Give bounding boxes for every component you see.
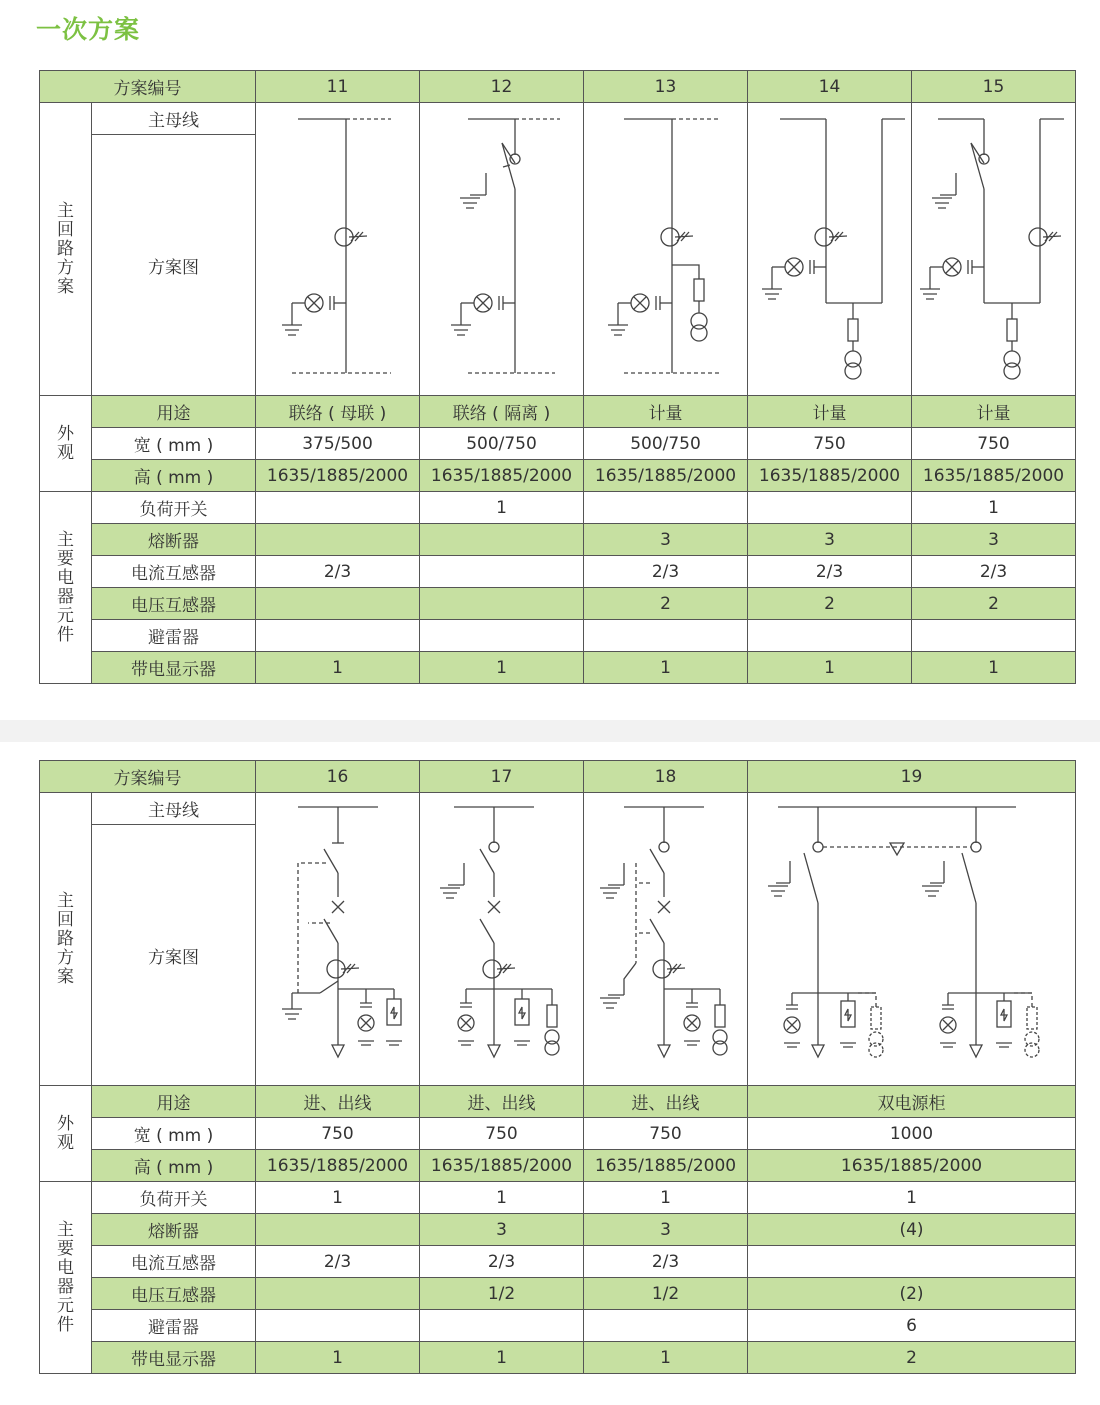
indicator-value: 1 xyxy=(584,1342,748,1374)
pt-value: (2) xyxy=(748,1278,1076,1310)
width-value: 750 xyxy=(584,1118,748,1150)
purpose-value: 进、出线 xyxy=(256,1086,420,1118)
scheme-no-label: 方案编号 xyxy=(40,71,256,103)
height-value: 1635/1885/2000 xyxy=(748,460,912,492)
scheme-no: 15 xyxy=(912,71,1076,103)
fuse-label: 熔断器 xyxy=(92,1214,256,1246)
main-bus-label: 主母线 xyxy=(92,793,256,825)
scheme-diagram-19 xyxy=(748,793,1076,1086)
purpose-value: 计量 xyxy=(912,396,1076,428)
group-appearance: 外观 xyxy=(40,1086,92,1182)
scheme-no: 19 xyxy=(748,761,1076,793)
purpose-value: 计量 xyxy=(748,396,912,428)
ct-value xyxy=(420,556,584,588)
scheme-table-1 xyxy=(39,70,1076,684)
pt-value: 2 xyxy=(912,588,1076,620)
width-value: 750 xyxy=(420,1118,584,1150)
load-switch-value xyxy=(256,492,420,524)
arrester-value xyxy=(748,620,912,652)
scheme-no: 16 xyxy=(256,761,420,793)
height-value: 1635/1885/2000 xyxy=(256,460,420,492)
width-value: 750 xyxy=(912,428,1076,460)
ct-value: 2/3 xyxy=(420,1246,584,1278)
ct-label: 电流互感器 xyxy=(92,556,256,588)
load-switch-value: 1 xyxy=(420,492,584,524)
pt-value xyxy=(256,1278,420,1310)
purpose-value: 双电源柜 xyxy=(748,1086,1076,1118)
width-value: 375/500 xyxy=(256,428,420,460)
section-separator xyxy=(0,720,1100,742)
ct-value: 2/3 xyxy=(584,556,748,588)
diagram-label: 方案图 xyxy=(92,135,256,396)
ct-value: 2/3 xyxy=(256,1246,420,1278)
pt-value: 2 xyxy=(584,588,748,620)
purpose-label: 用途 xyxy=(92,1086,256,1118)
group-appearance: 外观 xyxy=(40,396,92,492)
ct-value: 2/3 xyxy=(584,1246,748,1278)
width-value: 500/750 xyxy=(420,428,584,460)
group-components: 主要电器元件 xyxy=(40,1182,92,1374)
ct-value: 2/3 xyxy=(748,556,912,588)
scheme-no: 17 xyxy=(420,761,584,793)
height-value: 1635/1885/2000 xyxy=(748,1150,1076,1182)
diagram-label: 方案图 xyxy=(92,825,256,1086)
scheme-diagram-17 xyxy=(420,793,584,1086)
purpose-value: 联络 ( 母联 ) xyxy=(256,396,420,428)
indicator-value: 1 xyxy=(420,652,584,684)
fuse-value: 3 xyxy=(584,1214,748,1246)
height-value: 1635/1885/2000 xyxy=(420,1150,584,1182)
fuse-value: (4) xyxy=(748,1214,1076,1246)
width-value: 750 xyxy=(748,428,912,460)
group-main-circuit: 主回路方案 xyxy=(40,793,92,1086)
scheme-table-2 xyxy=(39,760,1076,1374)
scheme-diagram-11 xyxy=(256,103,420,396)
scheme-no: 11 xyxy=(256,71,420,103)
scheme-no: 18 xyxy=(584,761,748,793)
fuse-value xyxy=(420,524,584,556)
ct-value: 2/3 xyxy=(912,556,1076,588)
indicator-label: 带电显示器 xyxy=(92,1342,256,1374)
indicator-value: 2 xyxy=(748,1342,1076,1374)
indicator-value: 1 xyxy=(256,652,420,684)
load-switch-label: 负荷开关 xyxy=(92,492,256,524)
fuse-value: 3 xyxy=(420,1214,584,1246)
scheme-diagram-12 xyxy=(420,103,584,396)
load-switch-value: 1 xyxy=(748,1182,1076,1214)
arrester-value xyxy=(420,620,584,652)
scheme-no: 13 xyxy=(584,71,748,103)
group-main-circuit: 主回路方案 xyxy=(40,103,92,396)
indicator-value: 1 xyxy=(256,1342,420,1374)
fuse-value: 3 xyxy=(584,524,748,556)
purpose-value: 进、出线 xyxy=(584,1086,748,1118)
scheme-diagram-16 xyxy=(256,793,420,1086)
scheme-diagram-14 xyxy=(748,103,912,396)
scheme-no: 12 xyxy=(420,71,584,103)
purpose-value: 联络 ( 隔离 ) xyxy=(420,396,584,428)
scheme-no: 14 xyxy=(748,71,912,103)
width-value: 750 xyxy=(256,1118,420,1150)
scheme-diagram-13 xyxy=(584,103,748,396)
purpose-value: 进、出线 xyxy=(420,1086,584,1118)
scheme-diagram-15 xyxy=(912,103,1076,396)
arrester-value xyxy=(912,620,1076,652)
ct-label: 电流互感器 xyxy=(92,1246,256,1278)
arrester-value xyxy=(256,620,420,652)
width-value: 1000 xyxy=(748,1118,1076,1150)
pt-value xyxy=(256,588,420,620)
load-switch-value: 1 xyxy=(420,1182,584,1214)
load-switch-label: 负荷开关 xyxy=(92,1182,256,1214)
load-switch-value: 1 xyxy=(256,1182,420,1214)
height-label: 高 ( mm ) xyxy=(92,1150,256,1182)
fuse-value: 3 xyxy=(912,524,1076,556)
pt-value xyxy=(420,588,584,620)
ct-value xyxy=(748,1246,1076,1278)
group-components: 主要电器元件 xyxy=(40,492,92,684)
pt-label: 电压互感器 xyxy=(92,1278,256,1310)
fuse-label: 熔断器 xyxy=(92,524,256,556)
scheme-no-label: 方案编号 xyxy=(40,761,256,793)
height-value: 1635/1885/2000 xyxy=(912,460,1076,492)
arrester-label: 避雷器 xyxy=(92,1310,256,1342)
arrester-value xyxy=(420,1310,584,1342)
fuse-value: 3 xyxy=(748,524,912,556)
scheme-diagram-18 xyxy=(584,793,748,1086)
pt-value: 1/2 xyxy=(420,1278,584,1310)
height-value: 1635/1885/2000 xyxy=(420,460,584,492)
indicator-value: 1 xyxy=(584,652,748,684)
arrester-value xyxy=(256,1310,420,1342)
pt-label: 电压互感器 xyxy=(92,588,256,620)
page-title: 一次方案 xyxy=(36,15,141,44)
width-label: 宽 ( mm ) xyxy=(92,428,256,460)
purpose-value: 计量 xyxy=(584,396,748,428)
fuse-value xyxy=(256,1214,420,1246)
indicator-label: 带电显示器 xyxy=(92,652,256,684)
arrester-value xyxy=(584,1310,748,1342)
main-bus-label: 主母线 xyxy=(92,103,256,135)
ct-value: 2/3 xyxy=(256,556,420,588)
height-value: 1635/1885/2000 xyxy=(256,1150,420,1182)
arrester-label: 避雷器 xyxy=(92,620,256,652)
purpose-label: 用途 xyxy=(92,396,256,428)
arrester-value: 6 xyxy=(748,1310,1076,1342)
width-label: 宽 ( mm ) xyxy=(92,1118,256,1150)
width-value: 500/750 xyxy=(584,428,748,460)
load-switch-value: 1 xyxy=(912,492,1076,524)
load-switch-value xyxy=(584,492,748,524)
height-label: 高 ( mm ) xyxy=(92,460,256,492)
load-switch-value xyxy=(748,492,912,524)
height-value: 1635/1885/2000 xyxy=(584,1150,748,1182)
indicator-value: 1 xyxy=(912,652,1076,684)
indicator-value: 1 xyxy=(420,1342,584,1374)
indicator-value: 1 xyxy=(748,652,912,684)
load-switch-value: 1 xyxy=(584,1182,748,1214)
fuse-value xyxy=(256,524,420,556)
height-value: 1635/1885/2000 xyxy=(584,460,748,492)
pt-value: 2 xyxy=(748,588,912,620)
arrester-value xyxy=(584,620,748,652)
pt-value: 1/2 xyxy=(584,1278,748,1310)
